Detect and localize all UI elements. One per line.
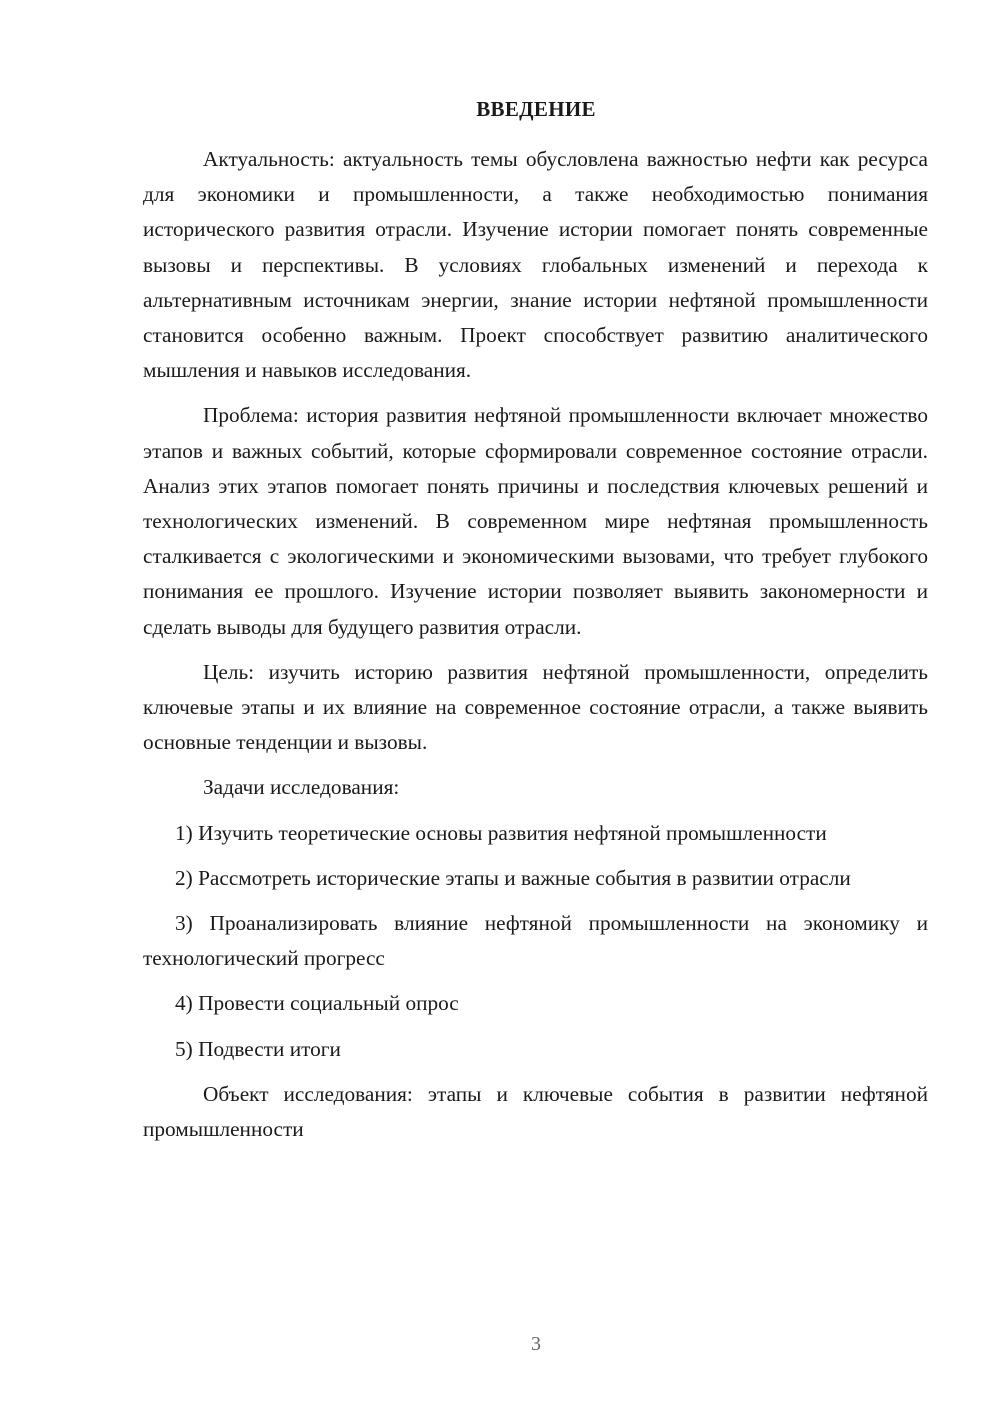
task-item-3: 3) Проанализировать влияние нефтяной промышленности на экономику и технологический прогресс xyxy=(143,911,928,971)
task-item-1: 1) Изучить теоретические основы развития нефтяной промышленности xyxy=(175,820,827,845)
task-item-5: 5) Подвести итоги xyxy=(175,1036,341,1061)
relevance-paragraph: Актуальность: актуальность темы обусловлена важностью нефти как ресурса для экономики и промышленности, а также необходимостью понимания исторического развития отрасли. Изучение истории помогает понять современные вызовы и перспективы. В условиях глобальных изменений и перехода к альтернативным источникам энергии, знание истории нефтяной промышленности становится особенно важным. Проект способствует развитию аналитического мышления и навыков исследования. xyxy=(143,147,928,383)
object-paragraph: Объект исследования: этапы и ключевые события в развитии нефтяной промышленности xyxy=(143,1081,928,1142)
page-title: ВВЕДЕНИЕ xyxy=(476,97,596,121)
task-item-4: 4) Провести социальный опрос xyxy=(175,991,459,1016)
document-body xyxy=(143,142,928,1147)
tasks-heading: Задачи исследования: xyxy=(203,775,400,800)
page-number: 3 xyxy=(531,1333,541,1355)
task-item-2: 2) Рассмотреть исторические этапы и важные события в развитии отрасли xyxy=(175,865,851,890)
goal-paragraph: Цель: изучить историю развития нефтяной промышленности, определить ключевые этапы и их влияние на современное состояние отрасли, а также выявить основные тенденции и вызовы. xyxy=(143,659,928,755)
problem-paragraph: Проблема: история развития нефтяной промышленности включает множество этапов и важных событий, которые сформировали современное состояние отрасли. Анализ этих этапов помогает понять причины и последствия ключевых решений и технологических изменений. В современном мире нефтяная промышленность сталкивается с экологическими и экономическими вызовами, что требует глубокого понимания ее прошлого. Изучение истории позволяет выявить закономерности и сделать выводы для будущего развития отрасли. xyxy=(143,403,928,639)
